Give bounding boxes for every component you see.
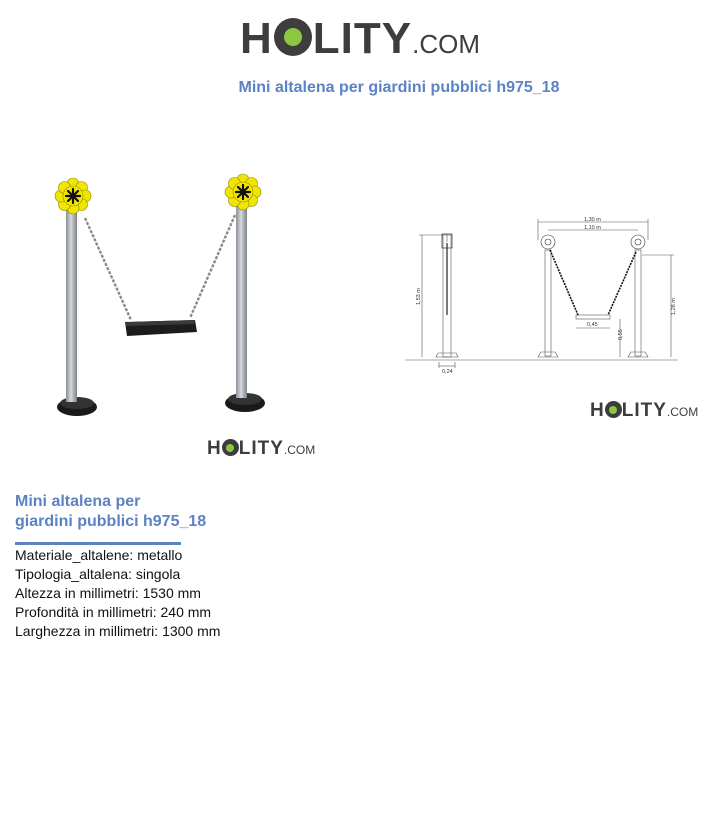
swing-chains [85,215,235,320]
logo-letter-h: H [590,400,605,421]
technical-drawing [400,210,685,375]
flower-icon [55,178,91,214]
dim-width-inner: 1,10 m [584,225,601,231]
logo-o-icon [222,439,239,456]
right-post [225,198,265,412]
spec-value: metallo [137,547,183,563]
spec-row: Profondità in millimetri: 240 mm [15,604,212,620]
holity-logo-small [207,437,315,460]
holity-logo-small [590,399,698,422]
logo-domain: .COM [666,405,699,419]
logo-domain: .COM [283,443,316,457]
spec-value: singola [135,566,181,582]
dim-height-side: 1,53 m [416,288,422,305]
spec-value: 1530 mm [142,585,201,601]
spec-row: Altezza in millimetri: 1530 mm [15,585,201,601]
dim-seat-height: 0,55 [618,329,624,340]
spec-key: Profondità in millimetri [15,604,153,620]
logo-o-icon [605,401,622,418]
spec-value: 240 mm [160,604,212,620]
spec-key: Larghezza in millimetri [15,623,155,639]
logo-letter-h: H [240,14,273,63]
dim-depth: 0,24 [442,369,453,375]
spec-list [15,546,220,641]
logo-letters-lity: LITY [238,438,284,459]
logo-o-icon [274,18,312,56]
flower-icon [225,174,261,210]
dim-seat-width: 0,45 [587,322,598,328]
holity-logo[interactable] [240,14,480,64]
logo-domain: .COM [412,29,480,59]
product-title-line1: Mini altalena per [15,493,141,510]
product-image [45,160,285,425]
product-title-line2: giardini pubblici h975_18 [15,513,207,530]
logo-letter-h: H [207,438,222,459]
title-underline [15,542,181,545]
spec-row: Larghezza in millimetri: 1300 mm [15,623,221,639]
product-title [15,492,275,532]
spec-value: 1300 mm [162,623,221,639]
swing-seat [125,320,197,336]
spec-key: Tipologia_altalena [15,566,129,582]
spec-row: Tipologia_altalena: singola [15,566,181,582]
spec-row: Materiale_altalene: metallo [15,547,183,563]
page-title: Mini altalena per giardini pubblici h975_18 [238,79,560,96]
logo-letters-lity: LITY [312,14,413,63]
spec-key: Materiale_altalene [15,547,130,563]
dim-width-outer: 1,30 m [584,217,601,223]
logo-letters-lity: LITY [621,400,667,421]
dim-height-right: 1,28 m [671,298,677,315]
spec-key: Altezza in millimetri [15,585,135,601]
